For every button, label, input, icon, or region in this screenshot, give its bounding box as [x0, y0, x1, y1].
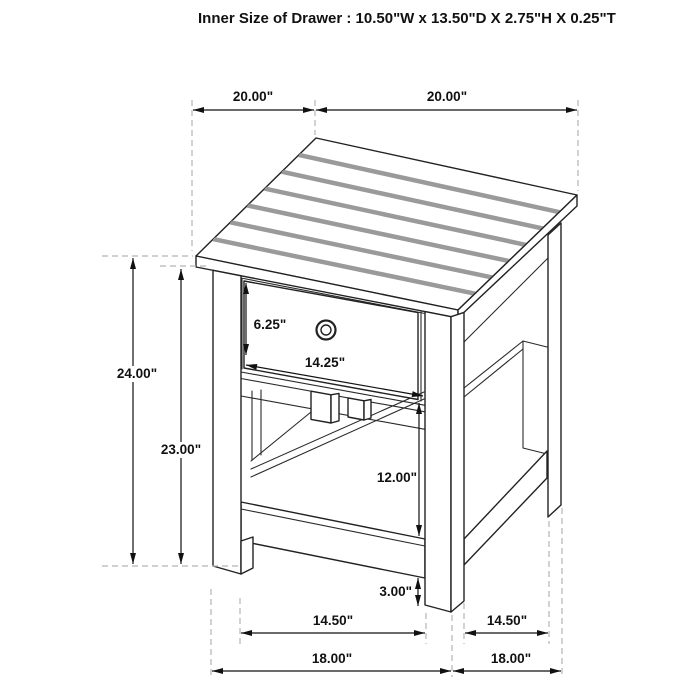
back-panel	[523, 341, 547, 454]
dim-label-drawer-height: 6.25"	[253, 317, 287, 332]
table-drawing	[196, 138, 577, 612]
dim-label-base-width: 18.00"	[311, 651, 353, 666]
dim-label-height-under-top: 23.00"	[160, 442, 202, 457]
drawer-runner2-side	[364, 400, 371, 421]
dim-label-overall-height: 24.00"	[116, 366, 158, 381]
front-right-leg-side	[451, 312, 464, 612]
front-left-leg-foot	[241, 537, 253, 574]
shelf-front-rail	[241, 502, 425, 578]
dim-base-width	[212, 651, 451, 671]
dim-label-top-depth: 20.00"	[232, 89, 274, 104]
drawer-runner2-front	[348, 398, 364, 420]
shelf-side-rail	[464, 451, 547, 565]
dim-label-open-compartment: 12.00"	[376, 470, 417, 485]
dim-label-base-depth: 18.00"	[490, 651, 532, 666]
dim-top-width	[316, 89, 577, 110]
dim-label-side-leg-spacing: 14.50"	[486, 613, 528, 628]
drawer-runner-side	[331, 393, 339, 423]
dim-top-depth	[193, 89, 314, 110]
dim-label-bottom-clearance: 3.00"	[379, 584, 412, 599]
dim-label-front-leg-spacing: 14.50"	[312, 613, 354, 628]
dim-height-under-top	[154, 269, 208, 564]
dim-front-leg-spacing	[241, 613, 425, 633]
dim-side-leg-spacing	[465, 613, 548, 633]
drawer-runner-front	[311, 391, 331, 423]
dim-label-top-width: 20.00"	[426, 89, 468, 104]
rear-right-leg	[548, 223, 561, 517]
dim-overall-height	[110, 258, 164, 564]
dim-label-drawer-width: 14.25"	[304, 355, 346, 370]
dim-bottom-clearance	[379, 578, 418, 606]
page-title: Inner Size of Drawer : 10.50"W x 13.50"D X 2.75"H X 0.25"T	[198, 10, 616, 27]
front-right-leg	[425, 312, 464, 612]
dim-base-depth	[453, 651, 561, 671]
dim-open-compartment-height	[377, 403, 419, 536]
